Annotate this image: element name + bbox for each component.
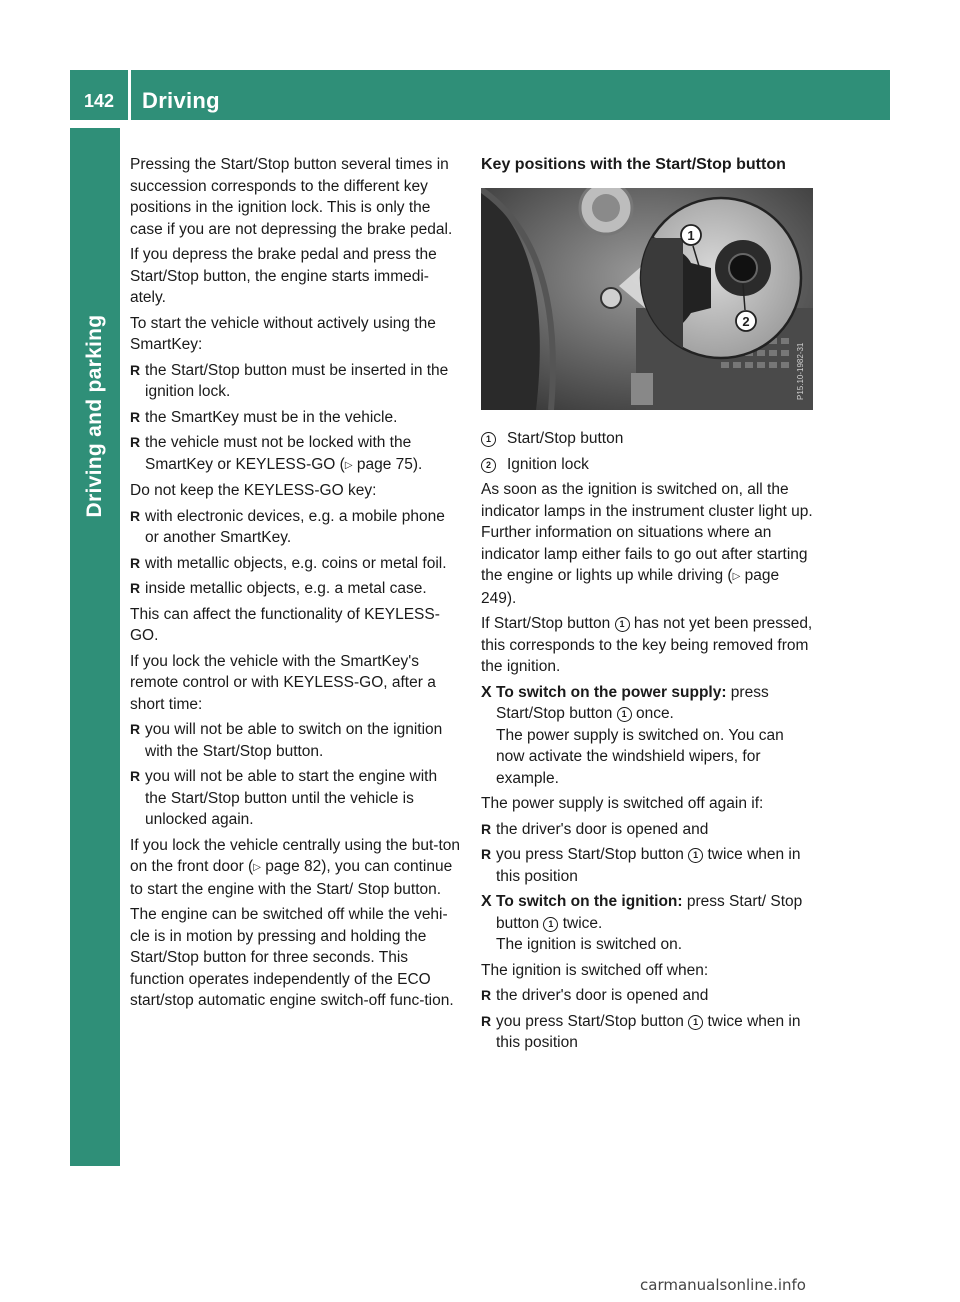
instruction-marker: X [481,683,492,701]
list-item: R the Start/Stop button must be inserted in the ignition lock. [130,361,449,400]
circled-number-1: 1 [617,707,632,722]
list-item: R the SmartKey must be in the vehicle. [130,407,462,429]
page-ref-arrow-icon: ▷ [253,862,261,873]
pedal [631,373,653,405]
circled-number-2: 2 [481,458,496,473]
list-item: R you press Start/Stop button 1 twice when in this position [481,846,801,885]
callout-number-1: 1 [687,227,695,243]
side-bar [70,128,120,1166]
bullet-marker: R [130,721,141,737]
bullet-marker: R [130,434,141,450]
paragraph: The power supply is switched off again if: [481,795,764,812]
list-item: R inside metallic objects, e.g. a metal case. [130,578,462,600]
circled-number-1: 1 [481,432,496,447]
paragraph: The engine can be switched off while the vehi-cle is in motion by pressing and holding the Start/Stop button for three seconds. This function operates independently of the ECO start/stop automatic engine switch-off func-tion. [130,906,454,1009]
paragraph: The ignition is switched off when: [481,961,709,979]
bullet-marker: R [130,580,141,596]
page-number: 142 [83,91,115,111]
left-column [130,154,462,1016]
paragraph: If you lock the vehicle centrally using the but-ton on the front door (▷ page 82), you can continue to start the engine with the Start/ Stop button. [130,836,460,898]
page-ref-arrow-icon: ▷ [732,571,741,582]
circled-number-1: 1 [615,617,630,632]
paragraph: Do not keep the KEYLESS-GO key: [130,482,377,499]
page-reference-link[interactable]: page 82 [265,858,322,875]
list-item: R you will not be able to start the engine with the Start/Stop button until the vehicle is unlocked again. [130,768,438,828]
paragraph: If you depress the brake pedal and press the Start/Stop button, the engine starts immedi-ately. [130,246,437,306]
side-tab-marker [70,728,120,1166]
list-item: R the driver's door is opened and [481,819,813,841]
instrument-gauge-inner [592,194,620,222]
instruction-step: X To switch on the power supply: press Start/Stop button 1 once. The power supply is switched on. You can now activate the windshield wipers, for example. [481,683,784,787]
instruction-step: X To switch on the ignition: press Start/ Stop button 1 twice. The ignition is switched on. [481,893,803,953]
instruction-marker: X [481,893,492,910]
paragraph: This can affect the functionality of KEYLESS-GO. [130,605,440,644]
small-ignition-slot [601,288,621,308]
list-item: R you press Start/Stop button 1 twice when in this position [481,1012,801,1051]
right-column [481,154,813,1058]
list-item: R with electronic devices, e.g. a mobile phone or another SmartKey. [130,507,445,546]
bullet-marker: R [481,987,492,1003]
bullet-marker: R [130,408,141,425]
circled-number-1: 1 [688,1015,703,1030]
bullet-marker: R [481,846,492,862]
page-title: Driving [142,88,220,113]
callout-number-2: 2 [742,313,750,329]
bullet-marker: R [130,507,141,524]
header-divider [128,70,131,120]
paragraph: If you lock the vehicle with the SmartKey's remote control or with KEYLESS-GO, after a short time: [130,652,436,713]
page-ref-arrow-icon: ▷ [344,459,353,471]
page-reference-link[interactable]: page 249 [481,567,780,607]
figure-code: P15.10-1982-31 [796,342,805,400]
bullet-marker: R [481,1012,492,1029]
bullet-marker: R [130,768,141,784]
circled-number-1: 1 [688,848,703,863]
page-header [70,70,890,120]
list-item: R the vehicle must not be locked with the SmartKey or KEYLESS-GO (▷ page 75). [130,434,423,473]
paragraph: If Start/Stop button 1 has not yet been pressed, this corresponds to the key being removed from the ignition. [481,615,813,675]
paragraph: To start the vehicle without actively using the SmartKey: [130,314,436,353]
section-heading: Key positions with the Start/Stop button [481,156,786,173]
paragraph: As soon as the ignition is switched on, all the indicator lamps in the instrument cluster light up. Further information on situations where an indicator lamp either fails to go out after starting the engine or lights up while driving (▷ page 249). [481,481,813,607]
list-item: R with metallic objects, e.g. coins or metal foil. [130,553,462,575]
legend-item: 1 Start/Stop button [481,428,813,450]
start-stop-figure [481,188,813,410]
bullet-marker: R [481,820,492,837]
page-reference-link[interactable]: page 75 [356,455,413,473]
list-item: R the driver's door is opened and [481,985,813,1007]
instruction-result: The power supply is switched on. You can now activate the windshield wipers, for example. [496,726,784,787]
paragraph: Pressing the Start/Stop button several times in succession corresponds to the different key positions in the ignition lock. This is only the case if you are not depressing the brake pedal. [130,156,453,238]
ignition-lock-inner [729,254,757,282]
legend-item: 2 Ignition lock [481,454,813,476]
footer-watermark: carmanualsonline.info [640,1276,806,1294]
instruction-result: The ignition is switched on. [496,936,683,953]
side-section-label: Driving and parking [83,314,106,518]
circled-number-1: 1 [543,917,558,932]
bullet-marker: R [130,361,141,378]
list-item: R you will not be able to switch on the ignition with the Start/Stop button. [130,721,443,760]
bullet-marker: R [130,554,141,571]
